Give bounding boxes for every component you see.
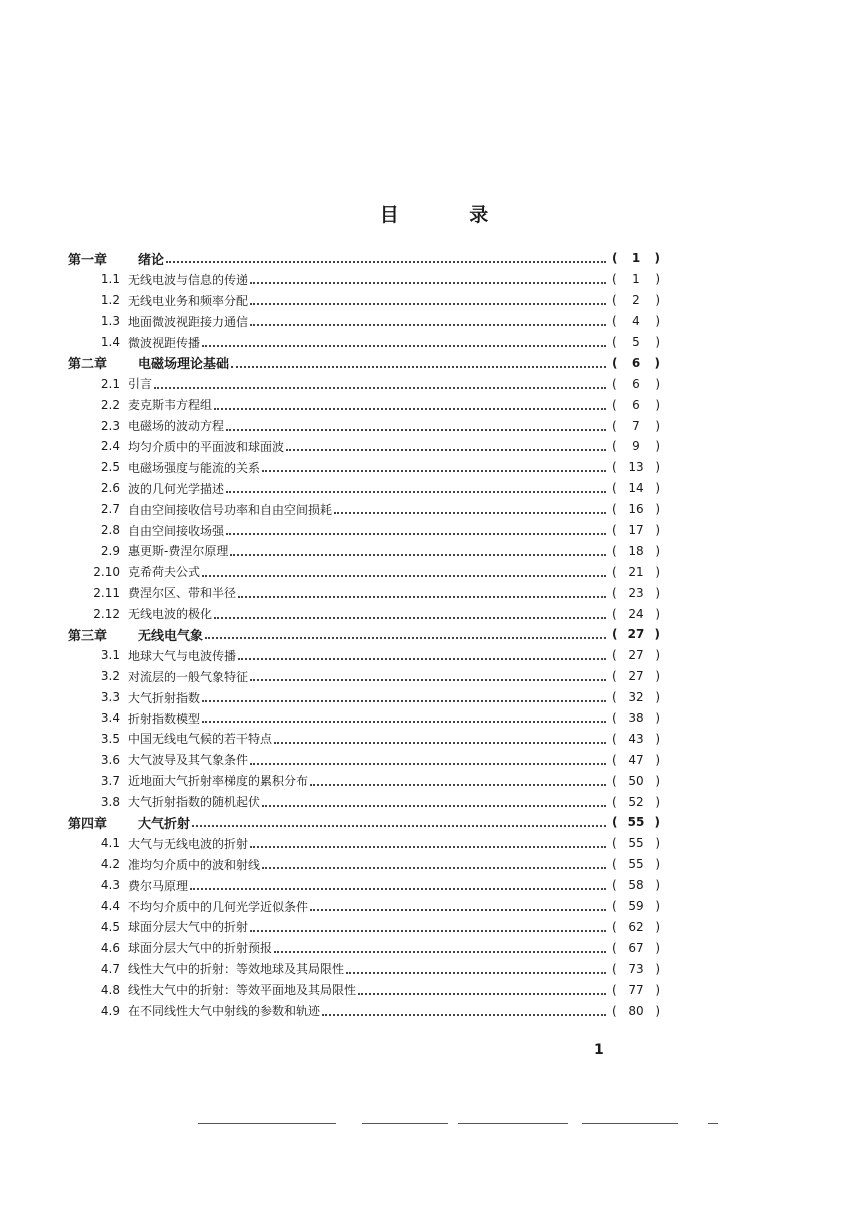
footer-rule [458, 1123, 568, 1124]
entry-number: 4.9 [100, 1003, 120, 1018]
entry-page: ( 58 ) [612, 878, 660, 893]
entry-title: 近地面大气折射率梯度的累积分布 [128, 774, 309, 789]
entry-page: ( 9 ) [612, 439, 660, 454]
entry-page: ( 16 ) [612, 502, 660, 517]
entry-title: 电磁场理论基础 [138, 357, 230, 373]
entry-page: ( 24 ) [612, 606, 660, 621]
toc-section-entry [60, 917, 660, 938]
entry-title: 折射指数模型 [128, 711, 201, 726]
toc-section-entry [60, 645, 660, 666]
toc-section-entry [60, 478, 660, 499]
footer-rule [708, 1123, 718, 1124]
entry-number: 2.10 [93, 564, 120, 579]
entry-page: ( 1 ) [612, 251, 660, 266]
entry-page: ( 73 ) [612, 961, 660, 976]
entry-number: 2.9 [100, 543, 120, 558]
entry-number: 3.1 [100, 648, 120, 663]
dot-leader [310, 895, 606, 911]
entry-page-number: 6 [632, 397, 640, 412]
entry-page-number: 5 [632, 335, 640, 349]
dot-leader [190, 874, 606, 890]
entry-page-number: 59 [628, 899, 644, 914]
entry-number: 4.2 [100, 857, 120, 872]
entry-number: 3.7 [100, 773, 120, 788]
dot-leader [250, 832, 606, 848]
toc-section-entry [60, 457, 660, 478]
entry-title: 大气折射 [138, 816, 191, 832]
entry-page: ( 2 ) [612, 293, 660, 308]
entry-number: 第一章 [68, 252, 108, 268]
entry-title: 自由空间接收场强 [128, 523, 225, 538]
entry-page: ( 67 ) [612, 940, 660, 955]
entry-title: 地球大气与电波传播 [128, 648, 237, 663]
entry-page: ( 43 ) [612, 731, 660, 746]
entry-page: ( 23 ) [612, 585, 660, 600]
entry-number: 2.7 [100, 502, 120, 517]
toc-section-entry [60, 499, 660, 520]
dot-leader [238, 582, 606, 598]
entry-page-number: 55 [628, 836, 644, 851]
entry-number: 2.4 [100, 439, 120, 454]
entry-page-number: 24 [628, 606, 644, 621]
entry-number: 3.4 [100, 711, 120, 726]
entry-page: ( 5 ) [612, 335, 660, 349]
entry-title: 无线电波与信息的传递 [128, 272, 249, 287]
toc-section-entry [60, 728, 660, 749]
entry-title: 费尔马原理 [128, 878, 189, 893]
toc-section-entry [60, 582, 660, 603]
entry-page-number: 16 [628, 502, 644, 517]
entry-number: 3.5 [100, 731, 120, 746]
toc-section-entry [60, 687, 660, 708]
entry-page: ( 47 ) [612, 752, 660, 767]
entry-number: 4.8 [100, 982, 120, 997]
toc-section-entry [60, 561, 660, 582]
entry-number: 4.3 [100, 878, 120, 893]
entry-page: ( 38 ) [612, 711, 660, 726]
toc-section-entry [60, 937, 660, 958]
entry-page-number: 73 [628, 961, 644, 976]
toc-section-entry [60, 770, 660, 791]
entry-page-number: 17 [628, 523, 644, 538]
entry-number: 1.1 [100, 272, 120, 287]
entry-title: 费涅尔区、带和半径 [128, 586, 237, 601]
dot-leader [230, 540, 606, 556]
entry-page: ( 27 ) [612, 627, 660, 642]
entry-title: 线性大气中的折射：等效平面地及其局限性 [128, 983, 357, 998]
toc-section-entry [60, 1000, 660, 1021]
entry-number: 2.2 [100, 397, 120, 412]
dot-leader [226, 519, 606, 535]
entry-page-number: 55 [627, 815, 645, 830]
entry-number: 1.3 [100, 314, 120, 329]
entry-number: 2.3 [100, 418, 120, 433]
toc-section-entry [60, 791, 660, 812]
entry-page-number: 7 [632, 418, 640, 433]
dot-leader [238, 644, 606, 660]
entry-page-number: 55 [628, 857, 644, 872]
entry-page: ( 55 ) [612, 815, 660, 830]
entry-page: ( 6 ) [612, 397, 660, 412]
dot-leader [231, 352, 606, 368]
dot-leader [202, 331, 606, 347]
dot-leader [154, 373, 606, 389]
toc-section-entry [60, 666, 660, 687]
entry-page: ( 7 ) [612, 418, 660, 433]
entry-page: ( 55 ) [612, 836, 660, 851]
footer-rule [362, 1123, 448, 1124]
toc-section-entry [60, 373, 660, 394]
toc-section-entry [60, 394, 660, 415]
toc-section-entry [60, 875, 660, 896]
dot-leader [192, 811, 606, 827]
entry-number: 2.6 [100, 481, 120, 496]
entry-page-number: 18 [628, 543, 644, 558]
toc-section-entry [60, 436, 660, 457]
entry-number: 第四章 [68, 816, 108, 832]
entry-number: 第三章 [68, 628, 108, 644]
entry-page: ( 1 ) [612, 272, 660, 287]
dot-leader [310, 770, 606, 786]
toc-section-entry [60, 311, 660, 332]
dot-leader [166, 247, 606, 263]
entry-page: ( 77 ) [612, 982, 660, 997]
entry-page-number: 27 [628, 669, 644, 684]
entry-number: 3.8 [100, 794, 120, 809]
entry-page: ( 27 ) [612, 648, 660, 663]
dot-leader [322, 1000, 606, 1016]
entry-number: 3.3 [100, 690, 120, 705]
toc-section-entry [60, 540, 660, 561]
entry-page: ( 6 ) [612, 355, 660, 370]
dot-leader [262, 853, 606, 869]
page-title: 目 录 [379, 204, 521, 226]
entry-title: 球面分层大气中的折射 [128, 920, 249, 935]
entry-number: 2.12 [93, 606, 120, 621]
entry-title: 准均匀介质中的波和射线 [128, 857, 261, 872]
entry-page: ( 21 ) [612, 564, 660, 579]
entry-title: 大气与无线电波的折射 [128, 836, 249, 851]
entry-page-number: 14 [628, 481, 644, 496]
entry-page-number: 6 [632, 376, 640, 391]
entry-number: 第二章 [68, 357, 108, 373]
toc-section-entry [60, 332, 660, 353]
entry-title: 无线电气象 [138, 628, 204, 644]
entry-title: 克希荷夫公式 [128, 565, 201, 580]
entry-title: 中国无线电气候的若干特点 [128, 732, 273, 747]
dot-leader [214, 603, 606, 619]
entry-page: ( 4 ) [612, 314, 660, 329]
toc-chapter-entry [60, 352, 660, 373]
entry-number: 3.6 [100, 752, 120, 767]
toc-section-entry [60, 979, 660, 1000]
dot-leader [334, 498, 606, 514]
dot-leader [346, 958, 606, 974]
entry-page: ( 80 ) [612, 1003, 660, 1018]
entry-number: 1.4 [100, 335, 120, 349]
entry-page: ( 32 ) [612, 690, 660, 705]
entry-number: 4.1 [100, 836, 120, 851]
entry-number: 2.11 [93, 585, 120, 600]
entry-title: 线性大气中的折射：等效地球及其局限性 [128, 962, 345, 977]
dot-leader [274, 937, 606, 953]
entry-title: 不均匀介质中的几何光学近似条件 [128, 899, 309, 914]
entry-title: 绪论 [138, 252, 165, 268]
dot-leader [250, 749, 606, 765]
entry-title: 波的几何光学描述 [128, 481, 225, 496]
dot-leader [250, 310, 606, 326]
toc-section-entry [60, 833, 660, 854]
toc-section-entry [60, 958, 660, 979]
dot-leader [205, 623, 606, 639]
entry-title: 球面分层大气中的折射预报 [128, 941, 273, 956]
table-of-contents [60, 248, 660, 1021]
toc-section-entry [60, 896, 660, 917]
toc-chapter-entry [60, 624, 660, 645]
entry-page-number: 50 [628, 773, 644, 788]
dot-leader [250, 665, 606, 681]
entry-title: 对流层的一般气象特征 [128, 669, 249, 684]
dot-leader [250, 289, 606, 305]
entry-title: 电磁场强度与能流的关系 [128, 460, 261, 475]
entry-title: 自由空间接收信号功率和自由空间损耗 [128, 502, 333, 517]
dot-leader [286, 435, 606, 451]
dot-leader [202, 561, 606, 577]
entry-number: 4.6 [100, 940, 120, 955]
footer-rule [198, 1123, 336, 1124]
toc-chapter-entry [60, 248, 660, 269]
entry-page-number: 21 [628, 564, 644, 579]
entry-page-number: 67 [628, 940, 644, 955]
entry-title: 无线电波的极化 [128, 607, 213, 622]
entry-page-number: 43 [628, 731, 644, 746]
entry-page-number: 2 [632, 293, 640, 308]
dot-leader [250, 916, 606, 932]
entry-title: 大气折射指数 [128, 690, 201, 705]
entry-page: ( 18 ) [612, 543, 660, 558]
entry-page-number: 77 [628, 982, 644, 997]
dot-leader [358, 979, 606, 995]
dot-leader [262, 791, 606, 807]
entry-page-number: 52 [628, 794, 644, 809]
entry-title: 微波视距传播 [128, 335, 201, 350]
dot-leader [202, 707, 606, 723]
entry-page: ( 55 ) [612, 857, 660, 872]
dot-leader [202, 686, 606, 702]
entry-number: 4.7 [100, 961, 120, 976]
toc-section-entry [60, 708, 660, 729]
entry-page-number: 27 [627, 627, 645, 642]
entry-title: 大气波导及其气象条件 [128, 753, 249, 768]
entry-page-number: 80 [628, 1003, 644, 1018]
toc-section-entry [60, 603, 660, 624]
toc-chapter-entry [60, 812, 660, 833]
entry-page-number: 38 [628, 711, 644, 726]
entry-page: ( 27 ) [612, 669, 660, 684]
entry-page: ( 6 ) [612, 376, 660, 391]
entry-page-number: 47 [628, 752, 644, 767]
entry-number: 2.5 [100, 460, 120, 475]
entry-number: 4.4 [100, 899, 120, 914]
entry-title: 地面微波视距接力通信 [128, 314, 249, 329]
entry-page: ( 17 ) [612, 523, 660, 538]
entry-page: ( 62 ) [612, 919, 660, 934]
toc-section-entry [60, 290, 660, 311]
entry-number: 2.1 [100, 376, 120, 391]
entry-number: 3.2 [100, 669, 120, 684]
toc-section-entry [60, 269, 660, 290]
entry-page-number: 1 [631, 251, 641, 266]
entry-title: 无线电业务和频率分配 [128, 293, 249, 308]
entry-page-number: 6 [631, 355, 641, 370]
entry-page: ( 14 ) [612, 481, 660, 496]
toc-section-entry [60, 415, 660, 436]
entry-title: 大气折射指数的随机起伏 [128, 795, 261, 810]
entry-page: ( 50 ) [612, 773, 660, 788]
dot-leader [214, 394, 606, 410]
toc-section-entry [60, 854, 660, 875]
toc-section-entry [60, 749, 660, 770]
page-number: 1 [594, 1042, 604, 1058]
entry-page-number: 13 [628, 460, 644, 475]
entry-number: 1.2 [100, 293, 120, 308]
entry-title: 在不同线性大气中射线的参数和轨迹 [128, 1004, 321, 1018]
entry-page: ( 52 ) [612, 794, 660, 809]
dot-leader [226, 415, 606, 431]
entry-page-number: 27 [628, 648, 644, 663]
entry-title: 均匀介质中的平面波和球面波 [128, 439, 285, 454]
entry-title: 引言 [128, 377, 153, 392]
entry-page: ( 13 ) [612, 460, 660, 475]
dot-leader [274, 728, 606, 744]
entry-page-number: 58 [628, 878, 644, 893]
entry-page-number: 9 [632, 439, 640, 454]
dot-leader [262, 456, 606, 472]
dot-leader [226, 477, 606, 493]
entry-page-number: 32 [628, 690, 644, 705]
dot-leader [250, 268, 606, 284]
entry-number: 2.8 [100, 523, 120, 538]
entry-page: ( 59 ) [612, 899, 660, 914]
entry-title: 麦克斯韦方程组 [128, 398, 213, 413]
entry-page-number: 23 [628, 585, 644, 600]
entry-page-number: 62 [628, 919, 644, 934]
entry-number: 4.5 [100, 919, 120, 934]
toc-section-entry [60, 520, 660, 541]
entry-title: 电磁场的波动方程 [128, 419, 225, 434]
footer-rule [582, 1123, 678, 1124]
entry-page-number: 1 [632, 272, 640, 287]
entry-page-number: 4 [632, 314, 640, 329]
entry-title: 惠更斯-费涅尔原理 [128, 544, 229, 559]
